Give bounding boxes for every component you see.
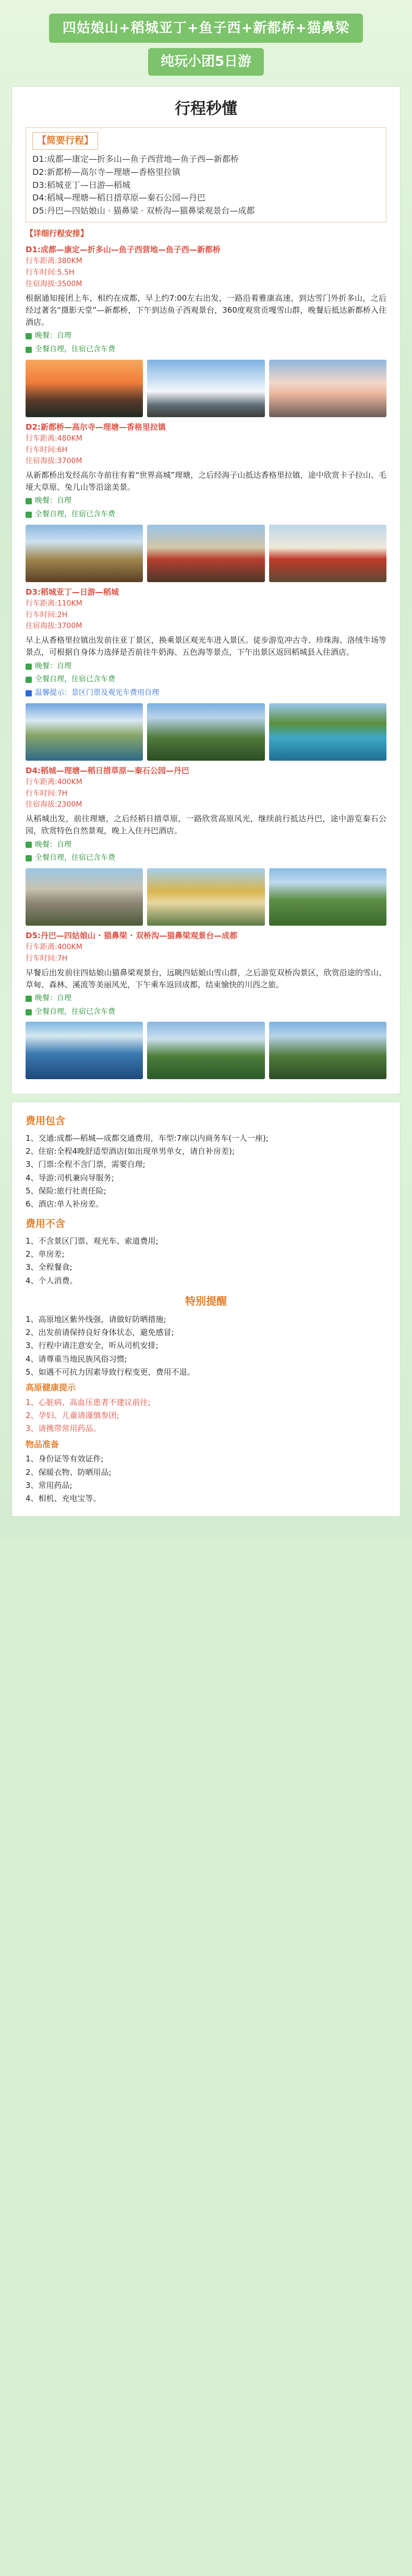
overview-line: D1:成都—康定—折多山—鱼子西营地—鱼子西—新都桥 — [32, 153, 239, 164]
fee-exclude-item: 1、不含景区门票、观光车、索道费用; — [26, 1236, 159, 1246]
info-icon — [26, 690, 32, 696]
banner-title: 四姑娘山+稻城亚丁+鱼子西+新都桥+猫鼻梁 — [49, 14, 363, 43]
day-note-text: 全餐自理，住宿已含车费 — [35, 854, 115, 862]
day-section — [26, 244, 386, 417]
day-note — [26, 1007, 386, 1018]
scenery-photo — [26, 1022, 143, 1079]
day-meta: 行车距离:480KM — [26, 434, 82, 443]
day-tip-text: 温馨提示：景区门票及观光车费用自理 — [35, 689, 159, 698]
day-meta: 行车距离:400KM — [26, 777, 82, 786]
fee-include-title: 费用包含 — [26, 1115, 66, 1127]
scenery-photo — [26, 868, 143, 926]
day-description: 从稻城出发，前往理塘，之后经稻日措草原，一路欣赏高原风光，继续前行抵达丹巴，途中游览秦石公园，欣赏特色自然景观，晚上入住丹巴酒店。 — [26, 814, 386, 836]
day-meta: 行车距离:110KM — [26, 599, 82, 608]
day-note — [26, 674, 386, 686]
fee-include-item: 4、导游:司机兼向导服务; — [26, 1173, 114, 1183]
day-note — [26, 509, 386, 521]
day-meta: 住宿海拔:3500M — [26, 279, 82, 288]
day-description: 从新都桥出发经高尔寺前往有着“世界高城”理塘，之后经海子山抵达香格里拉镇，途中欣赏卡子拉山、毛垭大草原、兔儿山等沿途美景。 — [26, 470, 386, 492]
tip-item: 1、高原地区紫外线强，请做好防晒措施; — [26, 1314, 166, 1324]
title-banner — [0, 8, 412, 79]
fee-include-item: 2、住宿:全程4晚舒适型酒店(如出现单男单女，请自补房差); — [26, 1147, 235, 1156]
meal-icon — [26, 1009, 32, 1015]
health-title: 高原健康提示 — [26, 1382, 76, 1393]
fee-exclude-title: 费用不含 — [26, 1218, 66, 1230]
day-title: D4:稻城—理塘—稻日措草原—秦石公园—丹巴 — [26, 765, 189, 775]
day-note-text: 晚餐：自理 — [35, 661, 71, 670]
day-meta: 行车时间:6H — [26, 445, 68, 454]
day-title: D1:成都—康定—折多山—鱼子西营地—鱼子西—新都桥 — [26, 245, 221, 255]
day-title: D5:丹巴—四姑娘山 · 猫鼻梁 · 双桥沟—猫鼻梁观景台—成都 — [26, 930, 238, 940]
fee-exclude-item: 3、全程餐食; — [26, 1262, 72, 1272]
day-title: D2:新都桥—高尔寺—理塘—香格里拉镇 — [26, 422, 166, 432]
meal-icon — [26, 842, 32, 848]
health-list — [26, 1397, 386, 1435]
photo-row — [26, 360, 386, 417]
day-meta: 行车时间:5.5H — [26, 268, 75, 277]
tip-item: 2、出发前请保持良好身体状态，避免感冒; — [26, 1328, 174, 1338]
tip-item: 3、行程中请注意安全，听从司机安排; — [26, 1341, 159, 1351]
scenery-photo — [269, 1022, 386, 1079]
day-note-text: 晚餐：自理 — [35, 497, 71, 505]
day-note-text: 晚餐：自理 — [35, 840, 71, 849]
day-note — [26, 330, 386, 342]
day-section — [26, 421, 386, 582]
meal-icon — [26, 347, 32, 353]
banner-subtitle: 纯玩小团5日游 — [148, 48, 264, 75]
day-note — [26, 993, 386, 1005]
meal-icon — [26, 855, 32, 861]
meal-icon — [26, 664, 32, 670]
day-note-text: 晚餐：自理 — [35, 994, 71, 1003]
day-section — [26, 765, 386, 926]
scenery-photo — [26, 360, 143, 417]
overview-box — [26, 127, 386, 222]
scenery-photo — [269, 703, 386, 761]
scenery-photo — [269, 525, 386, 582]
prepare-title: 物品准备 — [26, 1439, 59, 1449]
health-item: 1、心脏病、高血压患者不建议前往; — [26, 1397, 151, 1407]
prepare-item: 2、保暖衣物、防晒用品; — [26, 1467, 112, 1477]
tips-title: 特别提醒 — [185, 1294, 227, 1307]
tips-list — [26, 1314, 386, 1378]
day-meta: 住宿海拔:3700M — [26, 622, 82, 631]
health-item: 3、请携带常用药品。 — [26, 1424, 101, 1434]
day-meta: 住宿海拔:2300M — [26, 800, 82, 809]
meal-icon — [26, 498, 32, 504]
fee-exclude-list — [26, 1235, 386, 1287]
day-tip — [26, 688, 386, 699]
scenery-photo — [147, 703, 264, 761]
fee-include-item: 1、交通:成都—稻城—成都交通费用，车型:7座以内商务车(一人一座); — [26, 1133, 269, 1143]
scenery-photo — [26, 703, 143, 761]
prepare-item: 4、相机、充电宝等。 — [26, 1494, 101, 1504]
day-description: 根据通知接团上车，相约在成都，早上约7:00左右出发，一路沿着雅康高速，到达雪门外折多山，之后经过著名“摄影天堂”—新都桥，下午到达鱼子西观景台，360度观赏贡嘎雪山群，晚餐后抵达新都桥入住酒店。 — [26, 293, 386, 327]
photo-row — [26, 1022, 386, 1079]
fee-include-item: 6、酒店:单人补房差。 — [26, 1199, 104, 1209]
tip-item: 5、如遇不可抗力因素导致行程变更，费用不退。 — [26, 1367, 195, 1377]
day-note-text: 全餐自理，住宿已含车费 — [35, 1007, 115, 1016]
days-container — [26, 244, 386, 1079]
day-note-text: 晚餐：自理 — [35, 332, 71, 340]
fee-exclude-item: 2、单房差; — [26, 1249, 65, 1259]
prepare-item: 3、常用药品; — [26, 1480, 72, 1490]
overview-line: D4:稻城—理塘—稻日措草原—秦石公园—丹巴 — [32, 193, 205, 203]
photo-row — [26, 868, 386, 926]
day-section — [26, 586, 386, 761]
day-note — [26, 853, 386, 864]
itinerary-card — [11, 86, 401, 1095]
day-note — [26, 840, 386, 851]
overview-line: D3:稻城亚丁—日游—稻城 — [32, 180, 130, 190]
day-note — [26, 495, 386, 507]
scenery-photo — [147, 868, 264, 926]
day-meta: 行车距离:380KM — [26, 257, 82, 266]
day-meta: 住宿海拔:3700M — [26, 457, 82, 466]
scenery-photo — [147, 1022, 264, 1079]
day-title: D3:稻城亚丁—日游—稻城 — [26, 587, 119, 597]
day-section — [26, 930, 386, 1080]
day-note — [26, 344, 386, 356]
day-meta: 行车时间:7H — [26, 954, 68, 963]
itinerary-title: 行程秒懂 — [175, 99, 237, 118]
meal-icon — [26, 677, 32, 683]
detail-head: 【详细行程安排】 — [26, 228, 89, 238]
fee-include-list — [26, 1132, 386, 1211]
day-meta: 行车距离:400KM — [26, 943, 82, 952]
overview-head: 【简要行程】 — [32, 132, 98, 150]
scenery-photo — [147, 525, 264, 582]
day-note-text: 全餐自理，住宿已含车费 — [35, 345, 115, 353]
photo-row — [26, 525, 386, 582]
scenery-photo — [269, 868, 386, 926]
fees-card — [11, 1102, 401, 1517]
day-meta: 行车时间:2H — [26, 610, 68, 619]
scenery-photo — [26, 525, 143, 582]
fee-include-item: 5、保险:旅行社责任险; — [26, 1186, 106, 1196]
day-meta: 行车时间:7H — [26, 789, 68, 798]
tip-item: 4、请尊重当地民族风俗习惯; — [26, 1354, 127, 1364]
day-note — [26, 661, 386, 672]
overview-line: D5:丹巴—四姑娘山 · 猫鼻梁 · 双桥沟—猫鼻梁观景台—成都 — [32, 206, 255, 216]
day-description: 早餐后出发前往四姑娘山猫鼻梁观景台，远眺四姑娘山雪山群，之后游览双桥沟景区，欣赏沿途的雪山、草甸、森林、溪流等美丽风光，下午乘车返回成都，结束愉快的川西之旅。 — [26, 967, 386, 989]
scenery-photo — [147, 360, 264, 417]
day-description: 早上从香格里拉镇出发前往亚丁景区，换乘景区观光车进入景区。徒步游览冲古寺、珍珠海、洛绒牛场等景点，可根据自身体力选择是否前往牛奶海、五色海等景点，下午出景区返回稻城县入住酒店。 — [26, 635, 386, 657]
meal-icon — [26, 512, 32, 518]
fee-include-item: 3、门票:全程不含门票，需要自理; — [26, 1160, 146, 1169]
fee-exclude-item: 4、个人消费。 — [26, 1275, 78, 1285]
overview-line: D2:新都桥—高尔寺—理塘—香格里拉镇 — [32, 167, 180, 177]
health-item: 2、孕妇、儿童请谨慎参团; — [26, 1411, 119, 1421]
prepare-item: 1、身份证等有效证件; — [26, 1454, 104, 1464]
meal-icon — [26, 996, 32, 1002]
day-note-text: 全餐自理，住宿已含车费 — [35, 675, 115, 684]
prepare-list — [26, 1453, 386, 1505]
photo-row — [26, 703, 386, 761]
meal-icon — [26, 333, 32, 339]
day-note-text: 全餐自理，住宿已含车费 — [35, 510, 115, 519]
scenery-photo — [269, 360, 386, 417]
